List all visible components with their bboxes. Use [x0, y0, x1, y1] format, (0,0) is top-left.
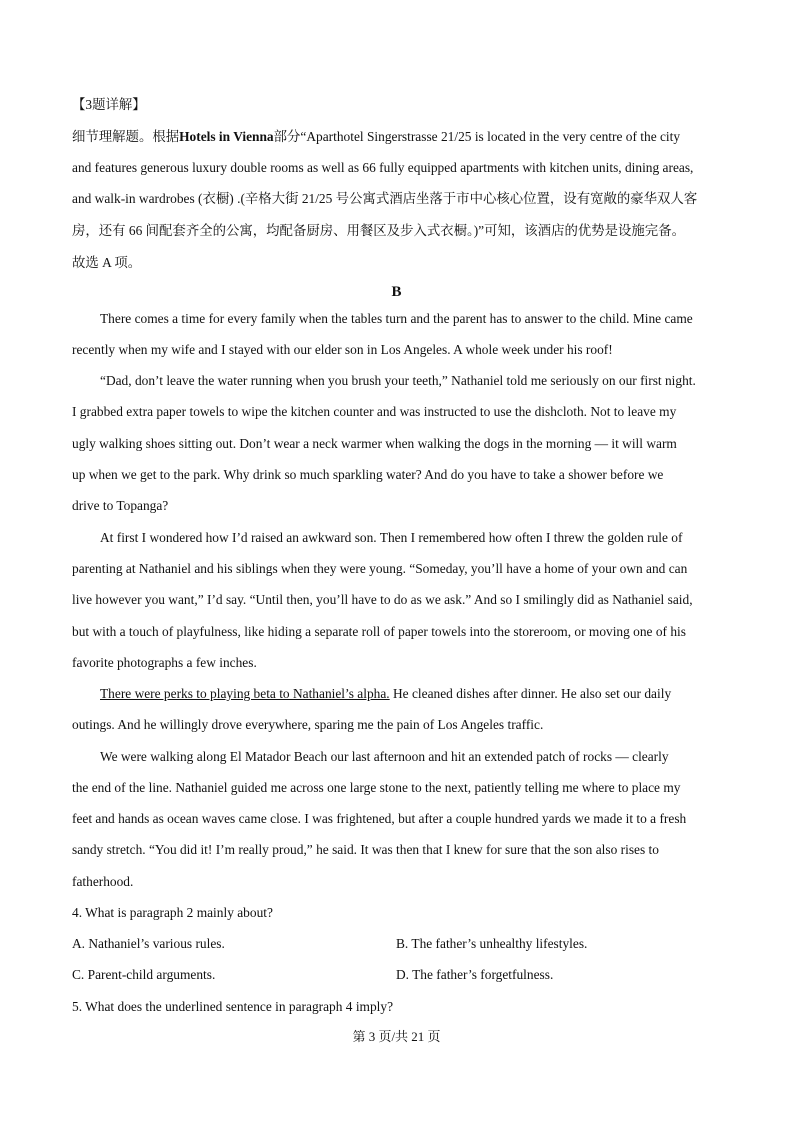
- question-4-option-a: A. Nathaniel’s various rules.: [72, 936, 225, 951]
- passage-p2-line-2: I grabbed extra paper towels to wipe the kitchen counter and was instructed to use the dishcloth. Not to leave my: [72, 404, 677, 419]
- passage-p1-line-2: recently when my wife and I stayed with our elder son in Los Angeles. A whole week under his roof!: [72, 342, 613, 357]
- question-5: 5. What does the underlined sentence in paragraph 4 imply?: [72, 999, 394, 1014]
- explanation-quote: 部分“Aparthotel Singerstrasse 21/25 is located in the very centre of the city: [273, 129, 681, 144]
- passage-p5-line-4: sandy stretch. “You did it! I’m really proud,” he said. It was then that I knew for sure that the son also rises to: [72, 842, 659, 857]
- explanation-line-1: [72, 129, 680, 145]
- underlined-sentence: There were perks to playing beta to Nathaniel’s alpha.: [100, 686, 390, 701]
- passage-p3-line-4: but with a touch of playfulness, like hiding a separate roll of paper towels into the storeroom, or moving one of his: [72, 624, 686, 639]
- question-4: 4. What is paragraph 2 mainly about?: [72, 905, 273, 920]
- section-title: 【3题详解】: [72, 97, 146, 112]
- passage-p3-line-2: parenting at Nathaniel and his siblings when they were young. “Someday, you’ll have a home of your own and can: [72, 561, 688, 576]
- passage-p3-line-5: favorite photographs a few inches.: [72, 655, 257, 670]
- passage-p3-line-3: live however you want,” I’d say. “Until then, you’ll have to do as we ask.” And so I smilingly did as Nathaniel said,: [72, 592, 693, 607]
- passage-p4-line-1: [100, 686, 671, 702]
- explanation-line-2: and features generous luxury double rooms as well as 66 fully equipped apartments with kitchen units, dining areas,: [72, 160, 694, 175]
- passage-label: B: [391, 284, 402, 300]
- passage-p2-line-3: ugly walking shoes sitting out. Don’t wear a neck warmer when walking the dogs in the morning — it will warm: [72, 436, 677, 451]
- passage-p2-line-5: drive to Topanga?: [72, 498, 169, 513]
- passage-p4-line-2: outings. And he willingly drove everywhere, sparing me the pain of Los Angeles traffic.: [72, 717, 544, 732]
- explanation-line-4: 房，还有 66 间配套齐全的公寓，均配备厨房、用餐区及步入式衣橱。)”可知，该酒店的优势是设施完备。: [72, 223, 685, 238]
- passage-p4-line-1-rest: He cleaned dishes after dinner. He also set our daily: [389, 686, 672, 701]
- passage-p5-line-1: We were walking along El Matador Beach our last afternoon and hit an extended patch of rocks — clearly: [100, 749, 669, 764]
- passage-p5-line-5: fatherhood.: [72, 874, 134, 889]
- explanation-bold-section: Hotels in Vienna: [179, 129, 274, 144]
- passage-p2-line-1: “Dad, don’t leave the water running when you brush your teeth,” Nathaniel told me seriously on our first night.: [100, 373, 696, 388]
- explanation-answer: 故选 A 项。: [72, 255, 142, 270]
- page-footer: 第 3 页/共 21 页: [352, 1029, 441, 1044]
- passage-p5-line-3: feet and hands as ocean waves came close. I was frightened, but after a couple hundred yards we made it to a fresh: [72, 811, 687, 826]
- passage-p2-line-4: up when we get to the park. Why drink so much sparkling water? And do you have to take a shower before we: [72, 467, 664, 482]
- passage-p3-line-1: At first I wondered how I’d raised an awkward son. Then I remembered how often I threw the golden rule of: [100, 530, 683, 545]
- passage-p5-line-2: the end of the line. Nathaniel guided me across one large stone to the next, patiently telling me where to place my: [72, 780, 681, 795]
- explanation-line-3: and walk-in wardrobes (衣橱) .(辛格大街 21/25 号公寓式酒店坐落于市中心核心位置，设有宽敞的豪华双人客: [72, 191, 698, 206]
- passage-p1-line-1: There comes a time for every family when the tables turn and the parent has to answer to the child. Mine came: [100, 311, 693, 326]
- question-4-option-d: D. The father’s forgetfulness.: [396, 967, 554, 982]
- explanation-prefix: 细节理解题。根据: [72, 129, 180, 144]
- question-4-option-b: B. The father’s unhealthy lifestyles.: [396, 936, 588, 951]
- question-4-option-c: C. Parent-child arguments.: [72, 967, 216, 982]
